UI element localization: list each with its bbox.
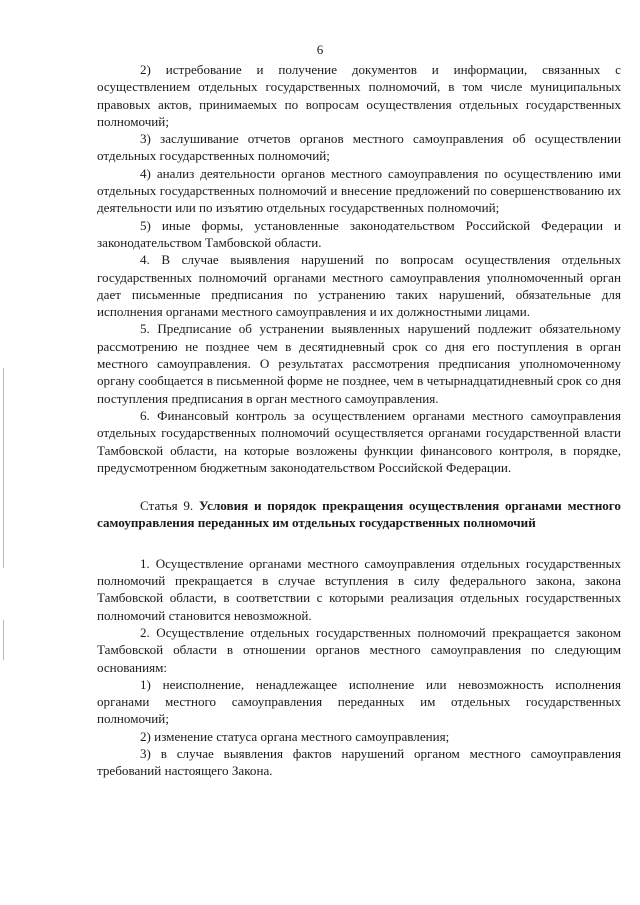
paragraph: 5) иные формы, установленные законодательством Российской Федерации и законодательством Тамбовской области.: [97, 217, 621, 250]
paragraph: 2) изменение статуса органа местного самоуправления;: [140, 728, 450, 744]
paragraph: 2) истребование и получение документов и информации, связанных с осуществлением отдельных государственных полномочий, в том числе муниципальных правовых актов, принимаемых по вопросам осуществления отдельных государственных полномочий;: [97, 62, 621, 129]
paragraph: 4) анализ деятельности органов местного самоуправления по осуществлению ими отдельных государственных полномочий и внесение предложений по совершенствованию их деятельности или по изъятию отдельных государственных полномочий;: [97, 165, 621, 216]
document-body: [97, 61, 621, 780]
paragraph: 1) неисполнение, ненадлежащее исполнение или невозможность исполнения органами местного самоуправления переданных им отдельных государственных полномочий;: [97, 676, 621, 727]
paragraph: 5. Предписание об устранении выявленных нарушений подлежит обязательному рассмотрению не позднее чем в десятидневный срок со дня его поступления в орган местного самоуправления. О результатах рассмотрения предписания уполномоченному органу сообщается в письменной форме не позднее, чем в четырнадцатидневный срок со дня поступления предписания в орган местного самоуправления.: [97, 321, 621, 406]
paragraph: 4. В случае выявления нарушений по вопросам осуществления отдельных государственных полномочий органами местного самоуправления уполномоченный орган дает письменные предписания по устранению таких нарушений, обязательные для исполнения органами местного самоуправления и их должностными лицами.: [97, 252, 621, 320]
paragraph: 1. Осуществление органами местного самоуправления отдельных государственных полномочий прекращается в случае вступления в силу федерального закона, закона Тамбовской области, в соответствии с которыми реализация отдельных государственных полномочий становится невозможной.: [97, 555, 621, 623]
scan-margin-mark: [3, 620, 4, 660]
scan-margin-mark: [3, 368, 4, 568]
article-title: Условия и порядок прекращения осуществления органами местного самоуправления переданных им отдельных государственных полномочий: [97, 498, 621, 531]
paragraph: 6. Финансовый контроль за осуществлением органами местного самоуправления отдельных государственных полномочий осуществляется органами государственной власти Тамбовской области, на которые возложены функции финансового контроля, в порядке, предусмотренном бюджетным законодательством Российской Федерации.: [97, 407, 621, 475]
paragraph: 2. Осуществление отдельных государственных полномочий прекращается законом Тамбовской области в отношении органов местного самоуправления по следующим основаниям:: [97, 624, 621, 675]
article-heading: [97, 497, 621, 532]
paragraph: 3) в случае выявления фактов нарушений органом местного самоуправления требований настоящего Закона.: [97, 745, 621, 779]
page-number: 6: [316, 42, 324, 57]
paragraph: 3) заслушивание отчетов органов местного самоуправления об осуществлении отдельных государственных полномочий;: [97, 131, 621, 164]
article-label: Статья 9.: [140, 498, 194, 514]
